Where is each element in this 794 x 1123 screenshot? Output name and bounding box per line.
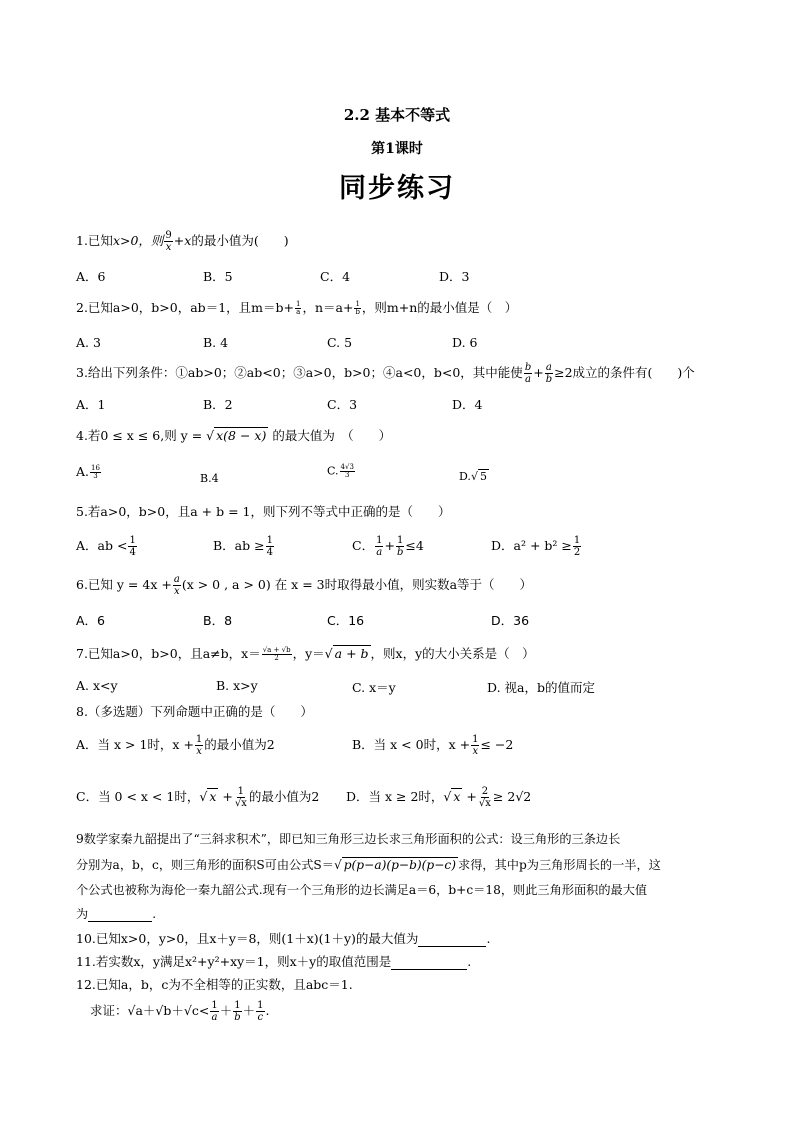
q9-answer-blank[interactable] (88, 921, 152, 922)
q6-option-c: C．16 (327, 613, 365, 628)
q2-option-b: B. 4 (203, 335, 229, 350)
q5-option-b: B．ab ≥ $\frac{1}{4}$ (213, 535, 273, 558)
q7-option-a: A. x<y (76, 678, 118, 693)
page-title: 2.2 基本不等式 (343, 106, 451, 124)
question-9-line-2: 分别为a，b，c，则三角形的面积S可由公式S＝√ p(p−a)(p−b)(p−c) 求得，其中p为三角形周长的一半，这 (76, 858, 661, 872)
q4-option-a: A. $\frac{16}{3}$ (76, 464, 100, 480)
q3-option-a: A．1 (76, 397, 106, 412)
q3-option-b: B．2 (203, 397, 233, 412)
q7-option-d: D. 视a，b的值而定 (487, 680, 595, 695)
q8-option-b: B．当 x < 0时，x + $\frac{1}{x}$ ≤ −2 (352, 734, 514, 757)
q1-option-d: D．3 (439, 269, 470, 284)
question-6: 6.已知 y = 4x + $\frac{a}{x}$ (x > 0 , a > 0) 在 x = 3时取得最小值，则实数a等于（ ） (76, 574, 533, 597)
lesson-label: 第1课时 (371, 141, 423, 157)
q2-option-a: A. 3 (76, 335, 101, 350)
q4-option-d: D.√ 5 (459, 470, 487, 483)
q6-option-d: D．36 (491, 613, 530, 628)
question-1: 1.已知x>0，则 $\frac{9}{x}$ +x的最小值为( ) (76, 230, 289, 253)
question-3: 3.给出下列条件：①ab>0；②ab<0；③a>0，b>0；④a<0，b<0，其中能使 $\frac{b}{a}$ + $\frac{a}{b}$ ≥2成立的条件有( )个 (76, 362, 695, 385)
question-10: 10.已知x>0，y>0，且x＋y＝8，则(1＋x)(1＋y)的最大值为 . (76, 931, 491, 946)
q1-option-a: A．6 (76, 269, 106, 284)
q8-option-d: D．当 x ≥ 2时，√ x + $\frac{2}{√x}$ ≥ 2√2 (346, 786, 532, 809)
q3-option-c: C．3 (327, 397, 358, 412)
q7-option-b: B. x>y (216, 678, 258, 693)
question-9-line-4: 为 . (76, 907, 157, 921)
q7-option-c: C. x＝y (352, 680, 396, 695)
q11-answer-blank[interactable] (391, 969, 467, 970)
q12-proof: 求证：√a＋√b＋√c< $\frac{1}{a}$ ＋ $\frac{1}{b}$ ＋ $\frac{1}{c}$ . (90, 1000, 270, 1023)
q6-option-b: B．8 (203, 613, 233, 628)
question-5: 5.若a>0，b>0，且a + b = 1，则下列不等式中正确的是（ ） (76, 504, 451, 519)
q5-option-d: D．a² + b² ≥ $\frac{1}{2}$ (491, 535, 581, 558)
q2-option-d: D. 6 (452, 335, 478, 350)
question-12: 12.已知a，b，c为不全相等的正实数，且abc＝1. (76, 977, 353, 992)
question-9-line-3: 个公式也被称为海伦一秦九韶公式.现有一个三角形的边长满足a＝6，b+c＝18，则此三角形面积的最大值 (76, 883, 648, 897)
q2-option-c: C. 5 (327, 335, 353, 350)
question-11: 11.若实数x，y满足x²+y²+xy＝1，则x＋y的取值范围是 . (76, 954, 472, 969)
q5-option-a: A．ab < $\frac{1}{4}$ (76, 535, 136, 558)
question-7: 7.已知a>0，b>0，且a≠b，x＝ $\frac{√a + √b}{2}$ ，y＝√ a + b ，则x，y的大小关系是（ ） (76, 646, 535, 662)
section-heading: 同步练习 (339, 173, 455, 204)
q3-option-d: D．4 (452, 397, 483, 412)
q1-option-b: B．5 (203, 269, 233, 284)
q5-option-c: C． $\frac{1}{a}$ + $\frac{1}{b}$ ≤4 (352, 535, 424, 558)
q4-option-c: C. $\frac{4√3}{3}$ (327, 463, 354, 479)
q10-answer-blank[interactable] (418, 946, 486, 947)
q4-option-b: B.4 (200, 472, 219, 485)
question-8: 8.（多选题）下列命题中正确的是（ ） (76, 704, 313, 719)
question-9-line-1: 9数学家秦九韶提出了“三斜求积术”，即已知三角形三边长求三角形面积的公式：设三角形的三条边长 (76, 832, 621, 846)
q8-option-c: C．当 0 < x < 1时，√ x + $\frac{1}{√x}$ 的最小值为2 (76, 786, 320, 809)
question-4: 4.若0 ≤ x ≤ 6,则 y = √ x(8 − x) 的最大值为 （ ） (76, 428, 392, 443)
question-2: 2.已知a>0，b>0，ab＝1，且m＝b+ $\frac{1}{a}$ ，n＝a+ $\frac{1}{b}$ ，则m+n的最小值是（ ） (76, 300, 518, 316)
q6-option-a: A．6 (76, 613, 106, 628)
q1-option-c: C．4 (320, 269, 351, 284)
q8-option-a: A．当 x > 1时，x + $\frac{1}{x}$ 的最小值为2 (76, 734, 275, 757)
